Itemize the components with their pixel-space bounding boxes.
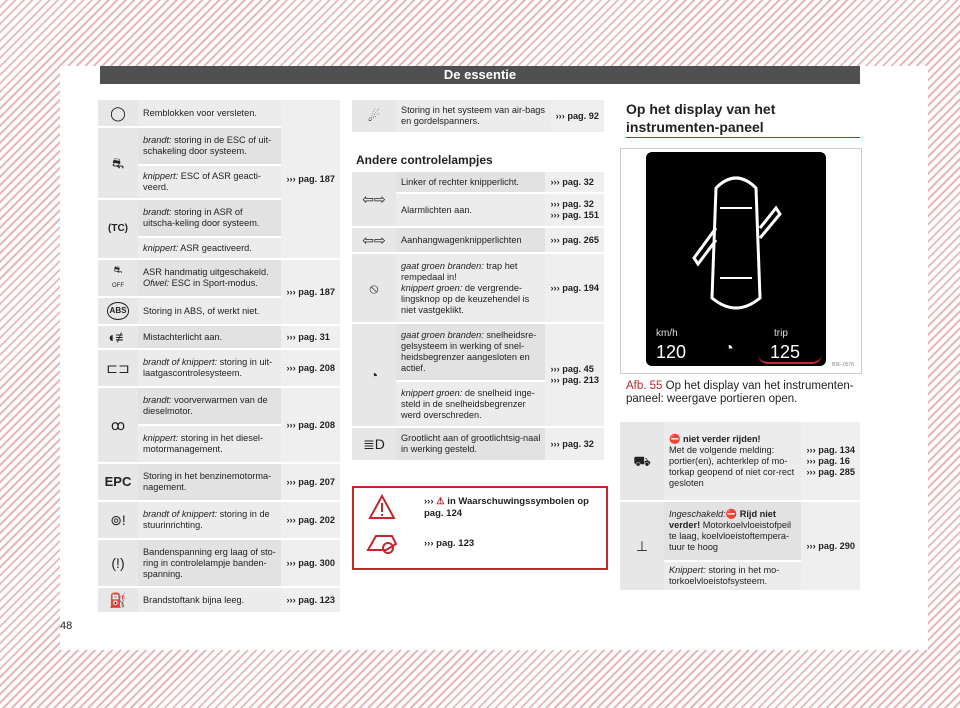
table-row: ⛽ Brandstoftank bijna leeg. ››› pag. 123 [98, 588, 340, 614]
coolant-icon: ⊥ [620, 502, 664, 592]
table-row: ☄ Storing in het systeem van air-bags en gordelspanners. ››› pag. 92 [352, 100, 604, 134]
speed-value: 120 [656, 342, 687, 362]
row-prefix: brandt: [143, 395, 172, 405]
high-beam-icon: ≣D [352, 428, 396, 462]
door-open-icon: ⛟ [620, 422, 664, 502]
table-row: ꝏ brandt: voorverwarmen van de dieselmotor. ››› pag. 208 [98, 388, 340, 426]
trailer-signal-icon: ⇦⇨ [352, 228, 396, 254]
row-text: Storing in het systeem van air-bags en gordelspanners. [401, 105, 546, 126]
row-text: Remblokken voor versleten. [143, 107, 257, 118]
page-number: 48 [60, 620, 73, 632]
cruise-control-icon: ◔ [352, 324, 396, 428]
manual-icon [366, 530, 400, 556]
row-text: Storing in het benzinemotorma-nagement. [143, 471, 272, 492]
steering-icon: ⊚! [98, 502, 138, 540]
page-ref: pag. 194 [562, 282, 599, 293]
title-divider [626, 137, 860, 138]
row-prefix: brandt: [143, 135, 172, 145]
caption-label: Afb. 55 [626, 380, 663, 392]
section-title: Op het display van het instrumenten-paneel [626, 101, 776, 135]
table-row [98, 100, 340, 128]
airbag-icon: ☄ [352, 100, 396, 134]
table-row: ⊚! brandt of knippert: storing in de stuurinrichting. ››› pag. 202 [98, 502, 340, 540]
row-prefix: knippert: [143, 171, 179, 181]
stop-icon: ⛔ [725, 509, 738, 519]
brake-pads-icon: ◯ [98, 100, 138, 128]
stop-icon: ⛔ [669, 433, 681, 444]
row-text: storing in het diesel-motormanagement. [143, 433, 264, 454]
warning-small-icon: ⚠ [436, 496, 445, 507]
table-row: ⊥ Ingeschakeld:⛔ Rijd niet verder! Motorkoelvloeistofpeil te laag, koelvloeistoftempera-tuur te hoog ››› pag. 290 [620, 502, 860, 562]
brake-pedal-icon: ⦸ [352, 254, 396, 324]
row-text: Mistachterlicht aan. [143, 331, 223, 342]
table-row: ≣D Grootlicht aan of grootlichtsig-naal in werking gesteld. ››› pag. 32 [352, 428, 604, 462]
row-text: Aanhangwagenknipperlichten [401, 234, 522, 245]
tc-icon: (TC) [98, 200, 138, 260]
row-text: storing in de ESC of uit-schakeling door systeem. [143, 135, 272, 156]
page-ref: pag. 32 [562, 176, 594, 187]
table-row: ⊏⊐ brandt of knippert: storing in uit-laatgascontrolesysteem. ››› pag. 208 [98, 350, 340, 388]
row-prefix: knippert: [143, 242, 179, 253]
page-ref: pag. 123 [298, 594, 335, 605]
esc-off-icon: ⛐ OFF [98, 260, 138, 298]
row-prefix: brandt of knippert: [143, 357, 218, 367]
page-ref: pag. 300 [298, 557, 335, 568]
section-heading: Andere controlelampjes [356, 153, 493, 167]
trip-label: trip [774, 328, 788, 339]
warn-line-1: in Waarschuwingssymbolen op pag. 124 [424, 496, 589, 519]
epc-icon: EPC [98, 464, 138, 502]
row-text: Brandstoftank bijna leeg. [143, 594, 245, 605]
row-text: storing in uit-laatgascontrolesysteem. [143, 357, 273, 378]
table-row: knippert groen: de snelheid inge-steld in de snelheidsbegrenzer werd overschreden. [352, 382, 604, 428]
table-row: Knippert: storing in het mo-torkoelvloeistofsysteem. [620, 562, 860, 592]
row-prefix: knippert: [143, 433, 179, 443]
esc-icon: ⛐ [98, 128, 138, 200]
table-row: (!) Bandenspanning erg laag of sto-ring in controlelampje banden-spanning. ››› pag. 300 [98, 540, 340, 588]
turn-signal-icon: ⇦⇨ [352, 172, 396, 228]
row-text: Storing in ABS, of werkt niet. [143, 305, 260, 316]
table-row: ◖≢ Mistachterlicht aan. ››› pag. 31 [98, 326, 340, 350]
trip-highlight [758, 328, 822, 364]
row-text: voorverwarmen van de dieselmotor. [143, 395, 268, 416]
table-row: ◔ gaat groen branden: snelheidsre-gelsysteem in werking of snel-heidsbegrenzer aangesloten en actief. ››› pag. 45 ››› pag. 213 [352, 324, 604, 382]
warn-line-2: pag. 123 [436, 538, 475, 549]
warning-triangle-icon [368, 494, 396, 520]
abs-icon: ABS [98, 298, 138, 326]
row-prefix: brandt: [143, 207, 172, 217]
row-text: ESC of ASR geacti-veerd. [143, 171, 261, 192]
warning-box: ››› ⚠ in Waarschuwingssymbolen op pag. 124 ››› pag. 123 [352, 486, 608, 570]
rear-fog-icon: ◖≢ [98, 326, 138, 350]
page-ref: pag. 207 [298, 476, 335, 487]
warning-lights-table-1 [98, 100, 340, 614]
table-row: ⇦⇨ Linker of rechter knipperlicht. ››› pag. 32 [352, 172, 604, 194]
other-lights-table [352, 172, 604, 462]
row-text: ASR handmatig uitgeschakeld. [143, 267, 269, 277]
row-text: Bandenspanning erg laag of sto-ring in controlelampje banden-spanning. [143, 546, 276, 579]
page-ref: pag. 265 [562, 234, 599, 245]
speedometer-icon: ◔ [724, 340, 734, 357]
row-text: Linker of rechter knipperlicht. [401, 176, 519, 187]
row-text: storing in de stuurinrichting. [143, 509, 270, 530]
figure-caption [626, 380, 856, 406]
page-ref-187b: pag. 187 [298, 286, 335, 297]
page-ref: ››› [286, 173, 299, 184]
car-doors-open-icon [676, 168, 796, 328]
catalyst-icon: ⊏⊐ [98, 350, 138, 388]
page-ref-187a: pag. 187 [298, 173, 335, 184]
page-ref: pag. 208 [298, 362, 335, 373]
page-ref: pag. 31 [298, 331, 330, 342]
display-symbols-table [620, 422, 860, 592]
page-header: De essentie [100, 66, 860, 84]
row-text-2: ESC in Sport-modus. [169, 278, 258, 288]
page-ref: pag. 32 [562, 438, 594, 449]
row-text: Grootlicht aan of grootlichtsig-naal in werking gesteld. [401, 433, 541, 454]
table-row: ⦸ gaat groen branden: trap het rempedaal in! knippert groen: de vergrende-lingsknop op de keuzehendel is niet vastgeklikt. ››› pag. 194 [352, 254, 604, 324]
figure-code: B5F-0578 [832, 362, 854, 368]
row-text: Alarmlichten aan. [401, 204, 472, 215]
table-row: Alarmlichten aan. ››› pag. 32 ››› pag. 151 [352, 194, 604, 228]
table-row: ⇦⇨ Aanhangwagenknipperlichten ››› pag. 265 [352, 228, 604, 254]
page-ref-208: pag. 208 [298, 419, 335, 430]
trip-value: 125 [770, 342, 801, 362]
glow-plug-icon: ꝏ [98, 388, 138, 464]
airbag-table [352, 100, 604, 134]
table-row: ⛟ ⛔ niet verder rijden! Met de volgende melding: portier(en), achterklep of mo-torkap geopend of niet cor-rect gesloten ››› pag. 134 ››› pag. 16 ››› pag. 285 [620, 422, 860, 502]
table-row: EPC Storing in het benzinemotorma-nagement. ››› pag. 207 [98, 464, 340, 502]
tyre-pressure-icon: (!) [98, 540, 138, 588]
page-ref: pag. 202 [298, 514, 335, 525]
speed-unit: km/h [656, 328, 678, 339]
row-text: storing in ASR of uitscha-keling door systeem. [143, 207, 260, 228]
row-text: ASR geactiveerd. [178, 242, 252, 253]
instrument-display [646, 152, 826, 366]
fuel-icon: ⛽ [98, 588, 138, 614]
row-prefix: brandt of knippert: [143, 509, 218, 519]
page-ref: pag. 92 [567, 110, 599, 121]
caption-text: Op het display van het instrumenten-paneel: weergave portieren open. [626, 380, 854, 405]
table-row: ⛐ OFF ASR handmatig uitgeschakeld. Ofwel: ESC in Sport-modus. ››› pag. 187 [98, 260, 340, 298]
row-prefix: Ofwel: [143, 278, 170, 288]
